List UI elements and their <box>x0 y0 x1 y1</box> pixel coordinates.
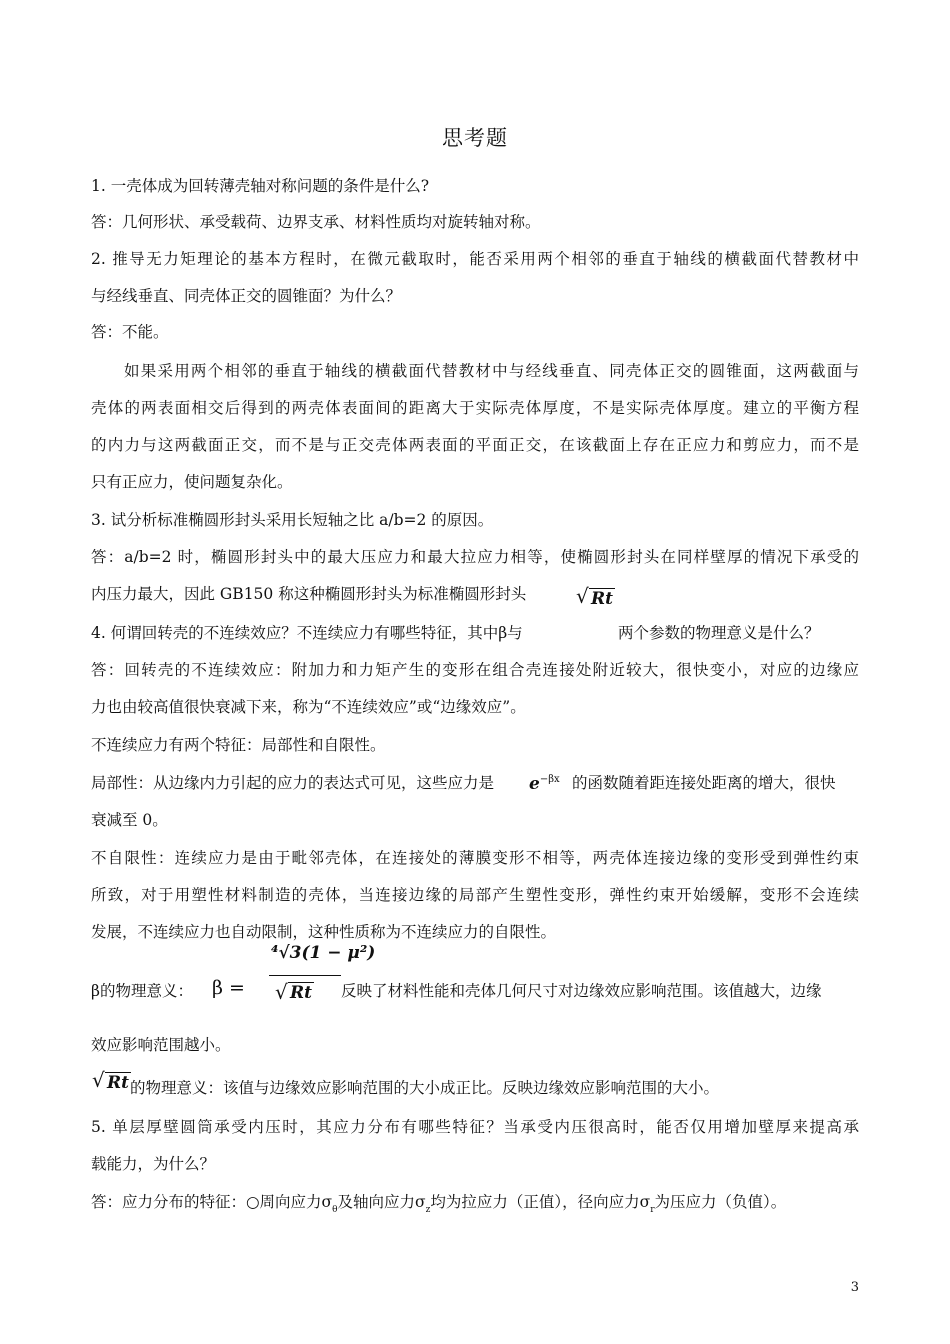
beta-fraction <box>267 943 376 1013</box>
self-limit-line-2: 所致，对于用塑性材料制造的壳体，当连接边缘的局部产生塑性变形，弹性约束开始缓解，变形不会连续 <box>91 886 859 904</box>
beta-text-2: 效应影响范围越小。 <box>91 1036 231 1054</box>
question-3: 3. 试分析标准椭圆形封头采用长短轴之比 a/b=2 的原因。 <box>91 511 494 529</box>
answer-1: 答：几何形状、承受载荷、边界支承、材料性质均对旋转轴对称。 <box>91 213 541 231</box>
question-2-line-2: 与经线垂直、同壳体正交的圆锥面？为什么？ <box>91 287 402 305</box>
beta-text-1: 反映了材料性能和壳体几何尺寸对边缘效应影响范围。该值越大，边缘 <box>341 982 822 1000</box>
rt-text: 的物理意义：该值与边缘效应影响范围的大小成正比。反映边缘效应影响范围的大小。 <box>130 1079 720 1097</box>
rt-formula: √ Rt <box>94 1073 131 1093</box>
question-1: 1. 一壳体成为回转薄壳轴对称问题的条件是什么? <box>91 177 430 195</box>
beta-symbol: β = <box>212 977 245 999</box>
answer-2: 答：不能。 <box>91 323 169 341</box>
question-2-line-1: 2. 推导无力矩理论的基本方程时，在微元截取时，能否采用两个相邻的垂直于轴线的横截面代替教材中 <box>91 250 859 268</box>
answer-4-line-2: 力也由较高值很快衰减下来，称为“不连续效应”或“边缘效应”。 <box>91 698 526 716</box>
beta-denominator: √ Rt <box>277 983 314 1003</box>
beta-numerator: ⁴√3(1 − μ²) <box>271 943 376 963</box>
exp-formula: $e^{-\beta x}$ <box>529 774 560 794</box>
question-4-part-a: 4. 何谓回转壳的不连续效应？不连续应力有哪些特征，其中β与 <box>91 624 523 642</box>
beta-label: β的物理意义： <box>91 982 193 1000</box>
answer-3-line-1: 答：a/b=2 时，椭圆形封头中的最大压应力和最大拉应力相等，使椭圆形封头在同样壁厚的情况下承受的 <box>91 548 859 566</box>
answer-3-line-2: 内压力最大，因此 GB150 称这种椭圆形封头为标准椭圆形封头 <box>91 585 527 603</box>
question-5-line-2: 载能力，为什么？ <box>91 1155 216 1173</box>
answer-2-para-line-2: 壳体的两表面相交后得到的两壳体表面间的距离大于实际壳体厚度，不是实际壳体厚度。建立的平衡方程 <box>91 399 859 417</box>
page-title: 思考题 <box>442 126 508 150</box>
answer-2-para-line-3: 的内力与这两截面正交，而不是与正交壳体两表面的平面正交，在该截面上存在正应力和剪应力，而不是 <box>91 436 859 454</box>
sqrt-rt-formula: √ Rt <box>578 589 615 609</box>
self-limit-line-1: 不自限性：连续应力是由于毗邻壳体，在连接处的薄膜变形不相等，两壳体连接边缘的变形受到弹性约束 <box>91 849 859 867</box>
locality-line-2: 衰减至 0。 <box>91 811 168 829</box>
locality-line-1a: 局部性：从边缘内力引起的应力的表达式可见，这些应力是 <box>91 774 495 792</box>
discontinuity-features: 不连续应力有两个特征：局部性和自限性。 <box>91 736 386 754</box>
answer-4-line-1: 答：回转壳的不连续效应：附加力和力矩产生的变形在组合壳连接处附近较大，很快变小，对应的边缘应 <box>91 661 859 679</box>
question-5-line-1: 5. 单层厚壁圆筒承受内压时，其应力分布有哪些特征？当承受内压很高时，能否仅用增加壁厚来提高承 <box>91 1118 859 1136</box>
question-4-part-b: 两个参数的物理意义是什么？ <box>618 624 820 642</box>
answer-2-para-line-4: 只有正应力，使问题复杂化。 <box>91 473 293 491</box>
locality-line-1b: 的函数随着距连接处距离的增大，很快 <box>572 774 836 792</box>
answer-2-para-line-1: 如果采用两个相邻的垂直于轴线的横截面代替教材中与经线垂直、同壳体正交的圆锥面，这两截面与 <box>124 362 859 380</box>
answer-5: 答：应力分布的特征：○周向应力$\sigma_\theta$及轴向应力$\sigma_z$均为拉应力（正值），径向应力$\sigma_r$为压应力（负值）。 <box>91 1193 787 1215</box>
page-number: 3 <box>850 1280 859 1295</box>
self-limit-line-3: 发展，不连续应力也自动限制，这种性质称为不连续应力的自限性。 <box>91 923 557 941</box>
fraction-bar <box>269 975 341 976</box>
